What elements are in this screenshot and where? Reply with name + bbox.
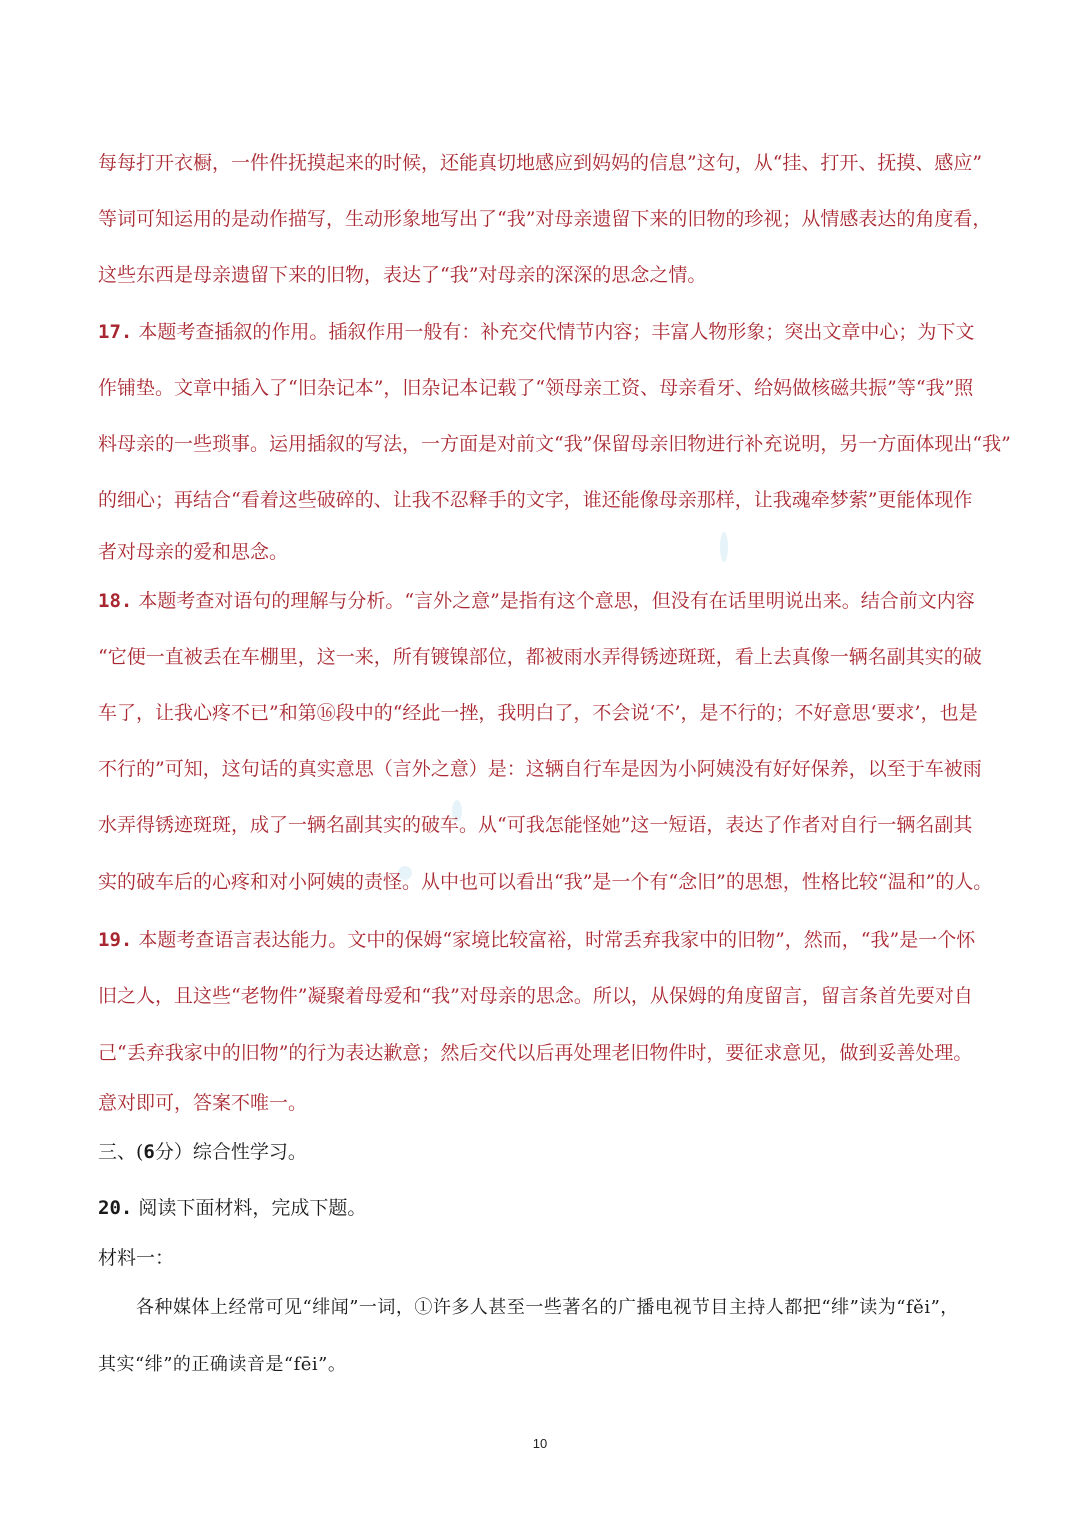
q18-line: 车了，让我心疼不已”和第⑯段中的“经此一挫，我明白了，不会说‘不’，是不行的；不好意思‘要求’，也是 [98,702,978,724]
q17-number: 17. [98,321,133,343]
q19-line: 旧之人，且这些“老物件”凝聚着母爱和“我”对母亲的思念。所以，从保姆的角度留言，留言条首先要对自 [98,985,973,1007]
q19-line [98,925,988,952]
q16-line: 这些东西是母亲遗留下来的旧物，表达了“我”对母亲的深深的思念之情。 [98,264,707,286]
q18-number: 18. [98,590,133,612]
q17-line: 者对母亲的爱和思念。 [98,541,289,563]
q20-text: 阅读下面材料，完成下题。 [138,1197,367,1219]
q16-line: 每每打开衣橱，一件件抚摸起来的时候，还能真切地感应到妈妈的信息”这句，从“挂、打开、抚摸、感应” [98,152,983,174]
q19-line: 己“丢弃我家中的旧物”的行为表达歉意；然后交代以后再处理老旧物件时，要征求意见，做到妥善处理。 [98,1042,973,1064]
q20-number: 20. [98,1197,133,1219]
material-label: 材料一： [98,1247,175,1269]
page-number: 10 [532,1436,548,1451]
q17-line: 的细心；再结合“看着这些破碎的、让我不忍释手的文字，谁还能像母亲那样，让我魂牵梦萦”更能体现作 [98,489,973,511]
section-suffix: 分）综合性学习。 [154,1141,307,1163]
q18-line: “它便一直被丢在车棚里，这一来，所有镀镍部位，都被雨水弄得锈迹斑斑，看上去真像一辆名副其实的破 [98,646,982,668]
q17-line: 作铺垫。文章中插入了“旧杂记本”，旧杂记本记载了“领母亲工资、母亲看牙、给妈做核磁共振”等“我”照 [98,377,974,399]
q19-line: 意对即可，答案不唯一。 [98,1092,308,1114]
q18-line: 不行的”可知，这句话的真实意思（言外之意）是：这辆自行车是因为小阿姨没有好好保养，以至于车被雨 [98,758,982,780]
section-prefix: 三、( [98,1141,144,1163]
section-heading [98,1137,988,1164]
q18-line: 水弄得锈迹斑斑，成了一辆名副其实的破车。从“可我怎能怪她”这一短语，表达了作者对自行一辆名副其 [98,814,973,836]
section-score: 6 [143,1141,155,1163]
material-line: 其实“绯”的正确读音是“fēi”。 [98,1354,347,1375]
material-line: 各种媒体上经常可见“绯闻”一词，①许多人甚至一些著名的广播电视节目主持人都把“绯”读为“fěi”， [136,1297,959,1318]
q19-text: 本题考查语言表达能力。文中的保姆“家境比较富裕，时常丢弃我家中的旧物”，然而，“我”是一个怀 [138,929,976,951]
q18-line [98,586,988,613]
q19-number: 19. [98,929,133,951]
q18-text: 本题考查对语句的理解与分析。“言外之意”是指有这个意思，但没有在话里明说出来。结合前文内容 [138,590,975,612]
q20-line [98,1193,988,1220]
q17-line [98,317,988,344]
q17-line: 料母亲的一些琐事。运用插叙的写法，一方面是对前文“我”保留母亲旧物进行补充说明，另一方面体现出“我” [98,433,1011,455]
q16-line: 等词可知运用的是动作描写，生动形象地写出了“我”对母亲遗留下来的旧物的珍视；从情感表达的角度看， [98,208,992,230]
q18-line: 实的破车后的心疼和对小阿姨的责怪。从中也可以看出“我”是一个有“念旧”的思想，性格比较“温和”的人。 [98,871,993,893]
q17-text: 本题考查插叙的作用。插叙作用一般有：补充交代情节内容；丰富人物形象；突出文章中心；为下文 [138,321,975,343]
